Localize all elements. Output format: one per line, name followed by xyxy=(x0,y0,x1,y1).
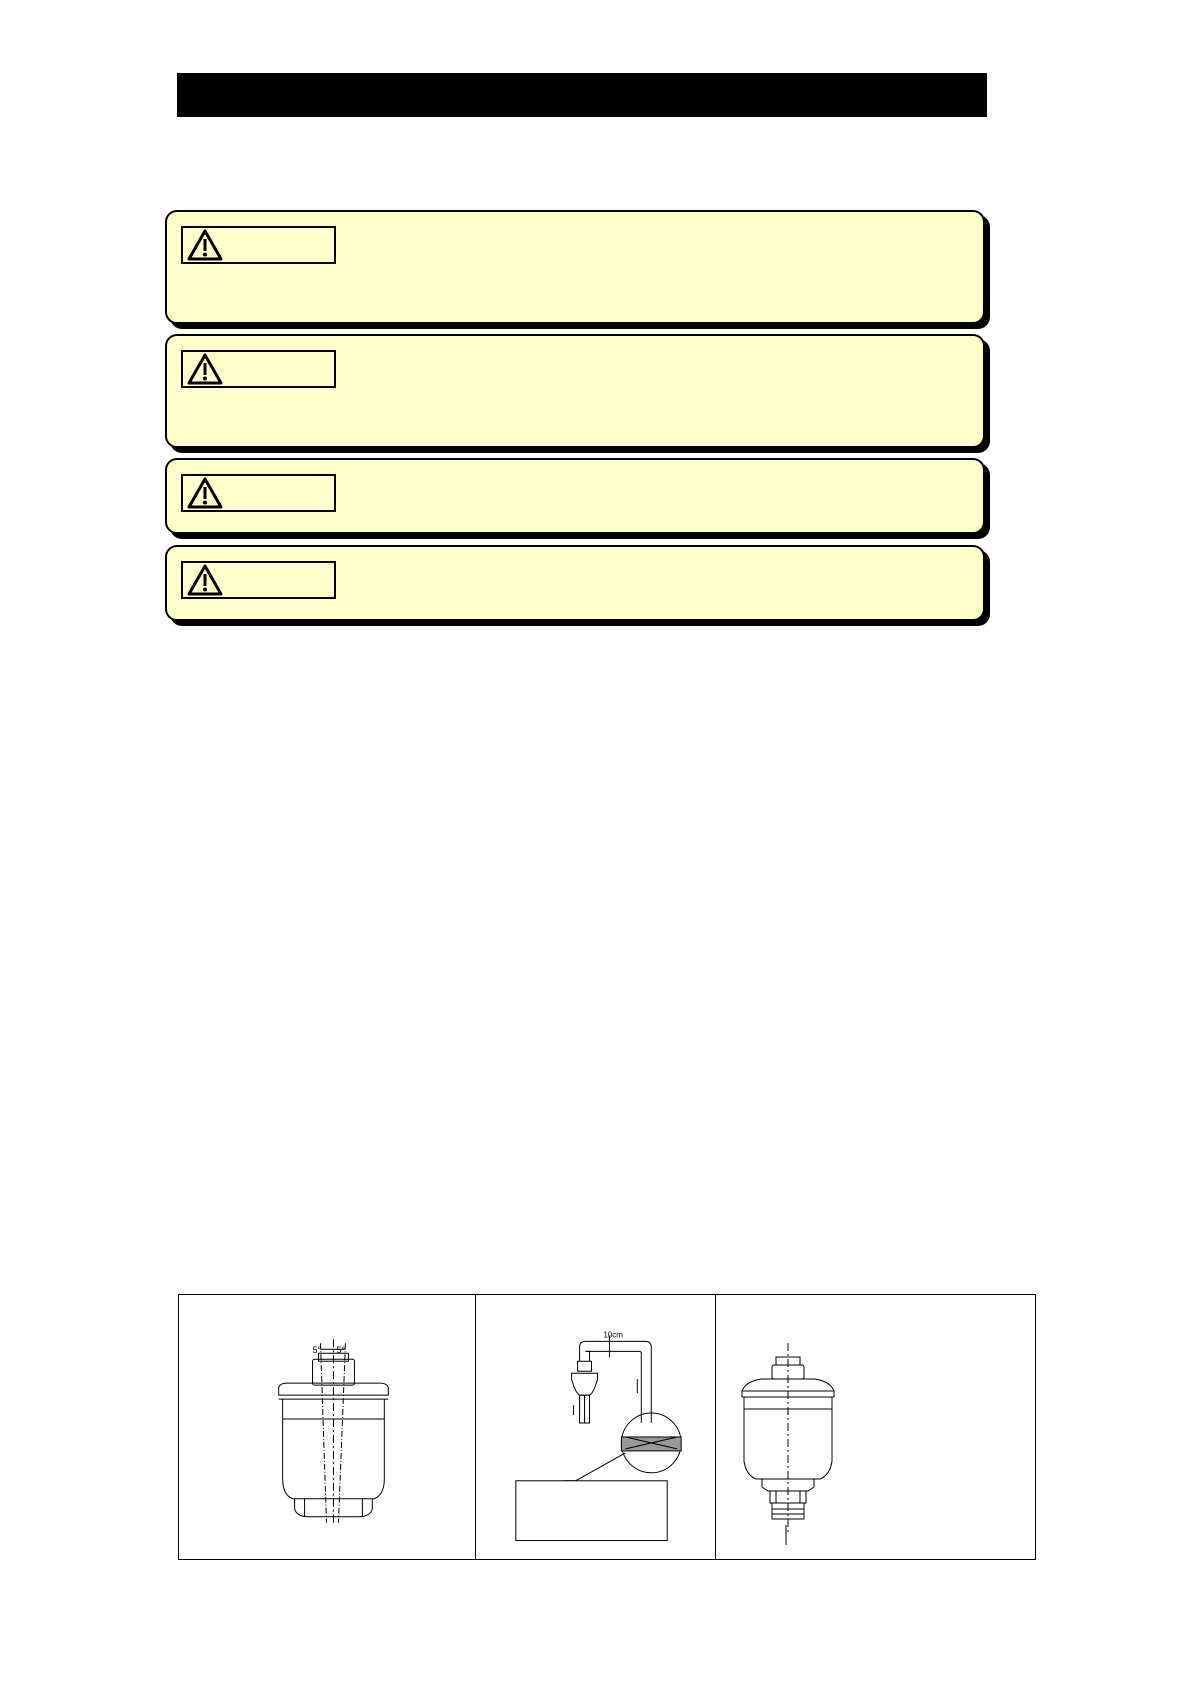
piping-connection-drawing xyxy=(476,1295,715,1559)
figure-panel-piping xyxy=(476,1295,716,1559)
warning-triangle-icon xyxy=(187,229,223,261)
warning-label-4 xyxy=(181,561,336,599)
header-bar xyxy=(177,73,987,117)
warning-box-3 xyxy=(165,458,985,534)
angle-label-right: 5° xyxy=(336,1345,346,1356)
warning-triangle-icon xyxy=(187,353,223,385)
warning-box-2 xyxy=(165,334,985,448)
warning-box-4 xyxy=(165,545,985,621)
air-vent-valve-tilt-drawing xyxy=(179,1295,475,1559)
installation-figure xyxy=(178,1294,1036,1560)
pipe-length-label: 10cm xyxy=(603,1330,623,1340)
angle-label-left: 5° xyxy=(312,1345,322,1356)
piping-note-box xyxy=(516,1481,667,1541)
figure-panel-valve xyxy=(716,1295,1035,1559)
warning-label-3 xyxy=(181,474,336,512)
warning-label-1 xyxy=(181,226,336,264)
warning-label-2 xyxy=(181,350,336,388)
warning-triangle-icon xyxy=(187,564,223,596)
air-vent-valve-drawing xyxy=(716,1295,1035,1559)
figure-panel-tilt xyxy=(179,1295,476,1559)
warning-box-1 xyxy=(165,210,985,324)
warning-triangle-icon xyxy=(187,477,223,509)
